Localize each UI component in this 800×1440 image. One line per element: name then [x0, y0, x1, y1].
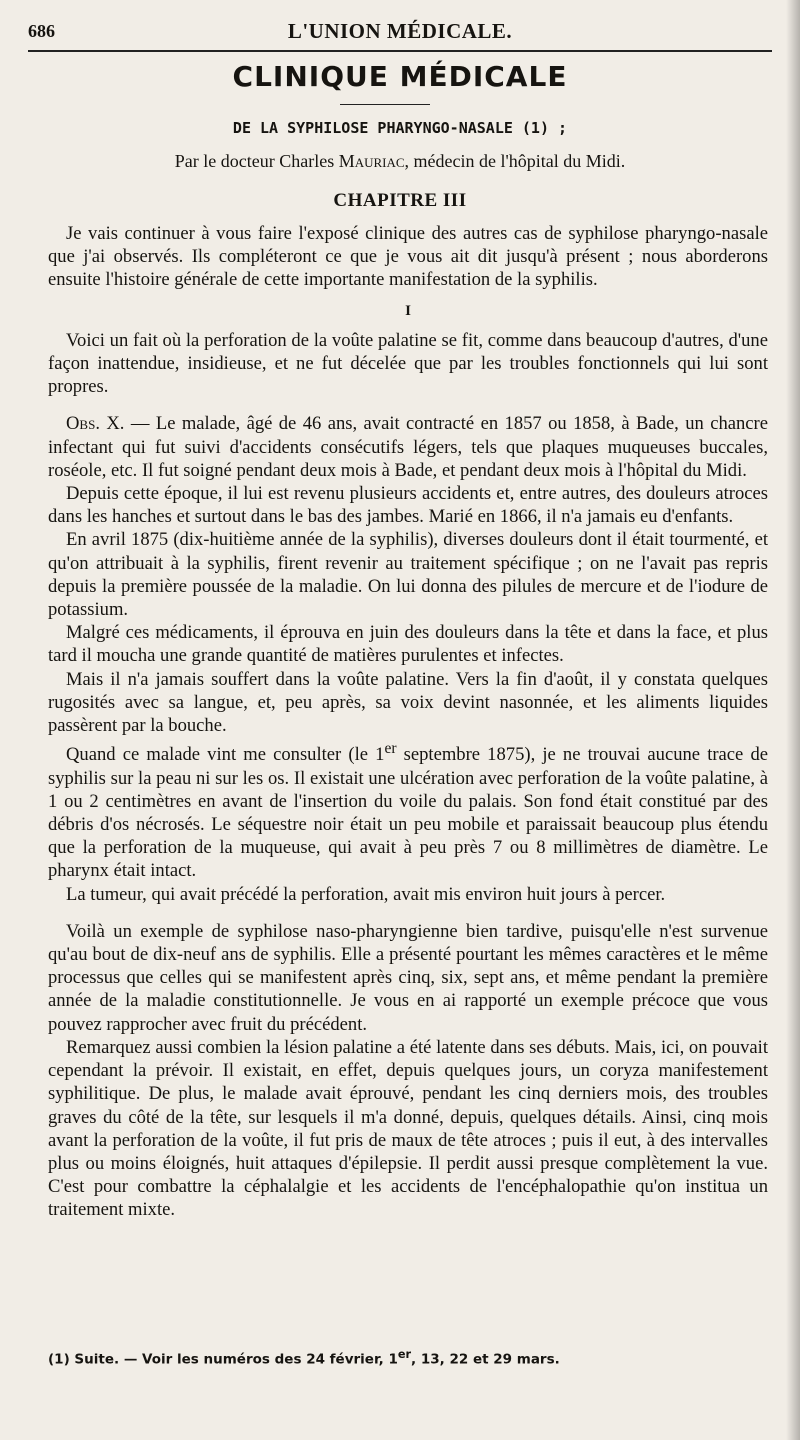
paragraph-april: En avril 1875 (dix-huitième année de la syphilis), diverses douleurs dont il était tourmenté, et qu'on attribuait à la syphilis, firent revenir au traitement spécifique ; on ne l'avait pas repris depuis la première poussée de la maladie. On lui donna des pilules de mercure et de l'iodure de potassium. — [48, 529, 768, 621]
paragraph-commentary: Voilà un exemple de syphilose naso-pharyngienne bien tardive, puisqu'elle n'est survenue qu'au bout de dix-neuf ans de syphilis. Elle a présenté pourtant les mêmes caractères et le même processus que celles qui se manifestent après cinq, six, sept ans, et même pendant la première année de la maladie constitutionnelle. Je vous en ai rapporté un exemple précoce que vous pouvez rapprocher avec fruit du précédent. — [48, 920, 768, 1035]
spacer — [48, 906, 768, 920]
spacer — [48, 398, 768, 412]
footnote — [48, 1348, 768, 1368]
roman-numeral-heading: I — [405, 302, 411, 319]
footnote-sup: er — [397, 1348, 412, 1361]
section-title: CLINIQUE MÉDICALE — [232, 60, 568, 93]
observation-label: Obs. X. — [66, 413, 125, 435]
page-header — [28, 16, 772, 46]
paragraph-intro: Je vais continuer à vous faire l'exposé clinique des autres cas de syphilose pharyngo-nasale que j'ai observés. Ils compléteront ce que je vous ait dit jusqu'à présent ; nous aborderons ensuite l'histoire générale de cette importante manifestation de la syphilis. — [48, 223, 768, 291]
paragraph-august: Mais il n'a jamais souffert dans la voûte palatine. Vers la fin d'août, il y constata quelques rugosités avec sa langue, et, peu après, sa voix devint nasonnée, et les aliments liquides passèrent par la bouche. — [48, 668, 768, 737]
footnote-suffix: , 13, 22 et 29 mars. — [411, 1351, 560, 1368]
paragraph-consultation — [48, 737, 768, 882]
footnote-prefix: (1) Suite. — Voir les numéros des 24 février, 1 — [48, 1351, 398, 1368]
title-divider — [340, 104, 430, 105]
paragraph-tumor: La tumeur, qui avait précédé la perforation, avait mis environ huit jours à percer. — [66, 883, 666, 905]
paragraph-case-intro: Voici un fait où la perforation de la voûte palatine se fit, comme dans beaucoup d'autres, d'une façon inattendue, insidieuse, et ne fut décelée que par les troubles fonctionnels qui lui sont propres. — [48, 329, 768, 398]
paragraph-observation — [48, 412, 768, 482]
observation-text: — Le malade, âgé de 46 ans, avait contracté en 1857 ou 1858, à Bade, un chancre infectant qui fut suivi d'accidents consécutifs légers, tels que plaques muqueuses buccales, roséole, etc. Il fut soigné pendant deux mois à Bade, et pendant deux mois à l'hôpital du Midi. — [48, 413, 768, 481]
article-body — [48, 222, 768, 1222]
superscript-er: er — [384, 740, 397, 758]
page-edge-shadow — [786, 0, 800, 1440]
paragraph-june: Malgré ces médicaments, il éprouva en juin des douleurs dans la tête et dans la face, et plus tard il moucha une grande quantité de matières purulentes et infectes. — [48, 622, 768, 667]
byline-suffix: , médecin de l'hôpital du Midi. — [404, 151, 626, 171]
header-rule — [28, 50, 772, 52]
article-title: DE LA SYPHILOSE PHARYNGO-NASALE (1) ; — [232, 119, 568, 137]
paragraph-history: Depuis cette époque, il lui est revenu plusieurs accidents et, entre autres, des douleurs atroces dans les hanches et surtout dans le bas des jambes. Marié en 1866, il n'a jamais eu d'enfants. — [48, 483, 768, 528]
paragraph-remarks: Remarquez aussi combien la lésion palatine a été latente dans ses débuts. Mais, ici, on pouvait cependant la prévoir. Il existait, en effet, depuis quelques jours, un coryza manifestement syphilitique. De plus, le malade avait éprouvé, pendant les cinq derniers mois, des troubles graves du côté de la tête, sur lesquels il m'a donné, depuis, quelques détails. Ainsi, cinq mois avant la perforation de la voûte, il fut pris de maux de tête atroces ; puis il eut, à des intervalles plus ou moins éloignés, huit attaques d'épilepsie. Il perdit aussi presque complètement la vue. C'est pour combattre la céphalalgie et les accidents de l'encéphalopathie qu'on institua un traitement mixte. — [48, 1036, 768, 1221]
journal-title: L'UNION MÉDICALE. — [287, 19, 513, 43]
byline-prefix: Par le docteur Charles — [174, 151, 335, 171]
page-number: 686 — [28, 20, 55, 41]
byline — [0, 151, 800, 172]
author-surname: Mauriac — [338, 151, 405, 171]
consultation-text-b: septembre 1875), je ne trouvai aucune trace de syphilis sur la peau ni sur les os. Il existait une ulcération avec perforation de la voûte palatine, à 1 ou 2 centimètres en avant de l'insertion du voile du palais. Son fond était constitué par des débris d'os nécrosés. Le séquestre noir était un peu mobile et paraissait beaucoup plus étendu que la perforation de la muqueuse, qui avait à peu près 7 ou 8 millimètres de diamètre. Le pharynx était intact. — [48, 744, 768, 882]
chapter-heading: CHAPITRE III — [333, 190, 467, 211]
consultation-text-a: Quand ce malade vint me consulter (le 1 — [66, 744, 385, 766]
